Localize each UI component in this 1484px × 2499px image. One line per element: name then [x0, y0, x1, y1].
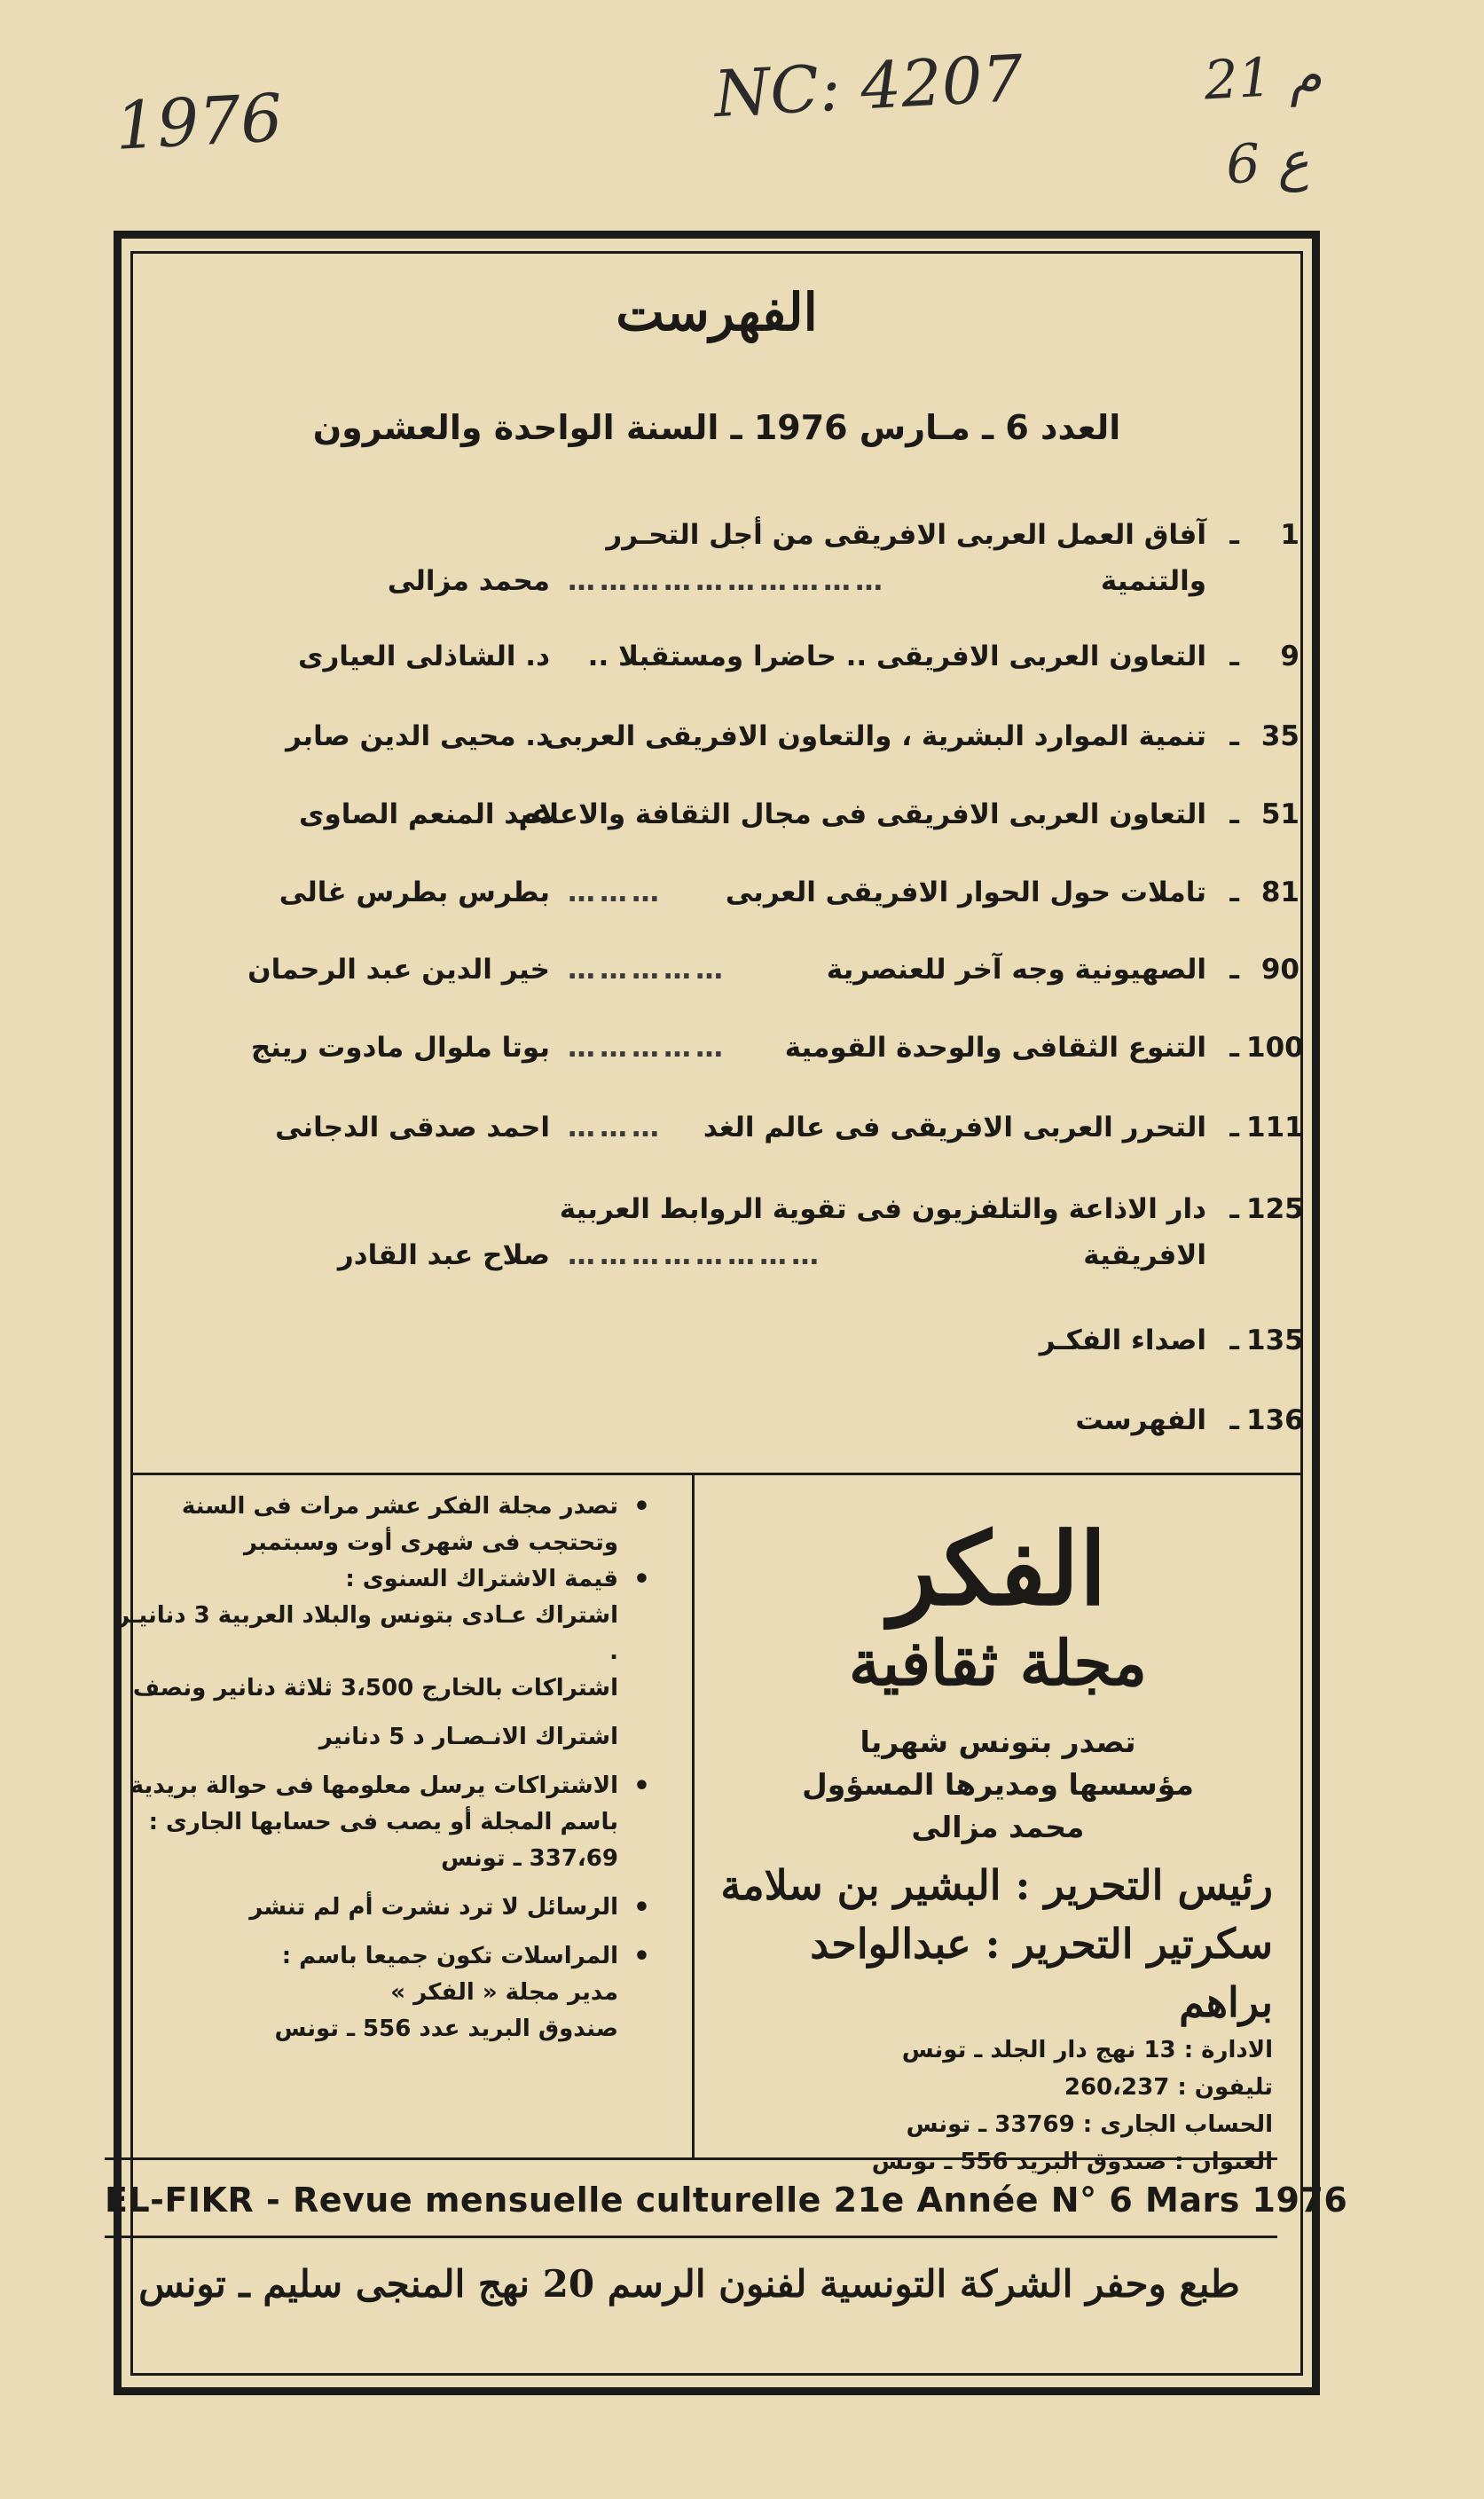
toc-entry — [160, 1404, 1304, 1449]
toc-entry — [160, 1324, 1304, 1369]
handwritten-year: 1976 — [113, 80, 285, 165]
toc-entry — [160, 1112, 1304, 1156]
toc-author: خير الدين عبد الرحمان — [247, 954, 550, 986]
toc-leader-dots: …………………… — [568, 1239, 823, 1271]
toc-dash: ـ — [1229, 1032, 1239, 1064]
toc-title-line2: الافريقية — [1083, 1239, 1206, 1271]
toc-page: 135 — [1246, 1324, 1304, 1356]
toc-title: دار الاذاعة والتلفزيون فى تقوية الروابط العربية — [559, 1193, 1206, 1225]
masthead — [714, 1508, 1282, 2181]
toc-leader-dots: …………… — [568, 954, 727, 986]
toc-author: عبد المنعم الصاوى — [299, 798, 550, 830]
toc-dash: ـ — [1229, 1193, 1239, 1225]
subscription-notes — [105, 1489, 650, 2047]
note-item: مدير مجلة « الفكر » — [390, 1979, 618, 2006]
toc-dash: ـ — [1229, 798, 1239, 830]
footer-french-line: EL-FIKR - Revue mensuelle culturelle 21e Année N° 6 Mars 1976 — [105, 2181, 1348, 2220]
toc-author: د. الشاذلى العيارى — [298, 640, 550, 672]
note-item: • الرسائل لا ترد نشرت أم لم تنشر — [105, 1890, 650, 1926]
masthead-admin: الادارة : 13 نهج دار الجلد ـ تونس — [901, 2037, 1273, 2063]
toc-page: 125 — [1246, 1193, 1304, 1225]
note-item: اشتراك عـادى بتونس والبلاد العربية 3 دنانيـر . — [116, 1602, 618, 1665]
divider — [105, 2236, 1277, 2238]
toc-dash: ـ — [1229, 1404, 1239, 1436]
toc-title: التعاون العربى الافريقى فى مجال الثقافة والاعلام — [518, 798, 1206, 830]
masthead-logo: الفكر — [889, 1512, 1107, 1628]
corner-note-line1: م 21 — [1202, 43, 1323, 113]
toc-author: محمد مزالى — [387, 565, 550, 597]
note-item: اشتراكات بالخارج 3،500 ثلاثة دنانير ونصف — [132, 1675, 618, 1701]
toc-page: 9 — [1280, 640, 1299, 672]
toc-entry — [160, 798, 1299, 843]
toc-page: 81 — [1260, 876, 1299, 908]
toc-author: د. محيى الدين صابر — [286, 720, 550, 752]
toc-page: 51 — [1260, 798, 1299, 830]
masthead-founder: محمد مزالى — [911, 1810, 1085, 1844]
toc-leader-dots: ……… — [568, 876, 663, 908]
toc-title-line2: والتنمية — [1100, 565, 1206, 597]
masthead-account: الحساب الجارى : 33769 ـ تونس — [906, 2111, 1273, 2138]
note-item: اشتراك الانـصـار د 5 دنانير — [318, 1724, 618, 1750]
toc-title: تاملات حول الحوار الافريقى العربى — [725, 876, 1206, 908]
handwritten-corner-note — [1202, 33, 1328, 209]
toc-leader-dots: …………… — [568, 1032, 727, 1064]
toc-title: اصداء الفكـر — [1039, 1324, 1206, 1356]
footer-printer-line: طبع وحفر الشركة التونسية لفنون الرسم 20 نهج المنجى سليم ـ تونس — [138, 2262, 1240, 2306]
masthead-secretary: سكرتير التحرير : عبدالواحد براهم — [810, 1920, 1273, 2026]
toc-dash: ـ — [1229, 876, 1239, 908]
note-item: صندوق البريد عدد 556 ـ تونس — [274, 2016, 618, 2042]
toc-author: صلاح عبد القادر — [337, 1239, 550, 1271]
toc-author: بوتا ملوال مادوت رينج — [250, 1032, 550, 1064]
toc-title: آفاق العمل العربى الافريقى من أجل التحـرر — [606, 519, 1206, 551]
column-divider — [692, 1473, 695, 2157]
toc-page: 136 — [1246, 1404, 1304, 1436]
toc-title: الصهيونية وجه آخر للعنصرية — [826, 954, 1206, 986]
toc-entry — [160, 519, 1299, 597]
toc-page: 111 — [1246, 1112, 1304, 1143]
toc-dash: ـ — [1229, 1324, 1239, 1356]
masthead-line: تصدر بتونس شهريا — [860, 1725, 1136, 1759]
masthead-editor: رئيس التحرير : البشير بن سلامة — [720, 1861, 1273, 1909]
note-item: • الاشتراكات يرسل معلومها فى حوالة بريدية باسم المجلة أو يصب فى حسابها الجارى : 337،69 ـ تونس — [105, 1768, 650, 1877]
masthead-tagline: مجلة ثقافية — [848, 1626, 1148, 1700]
note-item: • المراسلات تكون جميعا باسم : — [105, 1938, 650, 1975]
toc-dash: ـ — [1229, 720, 1239, 752]
note-item: • تصدر مجلة الفكر عشر مرات فى السنة وتحتجب فى شهرى أوت وسبتمبر — [105, 1489, 650, 1561]
page-title: الفهرست — [616, 282, 818, 342]
toc-title: التنوع الثقافى والوحدة القومية — [784, 1032, 1206, 1064]
masthead-address: العنوان : صندوق البريد 556 ـ تونس — [871, 2149, 1273, 2175]
toc-page: 35 — [1260, 720, 1299, 752]
toc-title: التعاون العربى الافريقى .. حاضرا ومستقبلا .. — [587, 640, 1206, 672]
toc-page: 90 — [1260, 954, 1299, 986]
toc-page: 1 — [1280, 519, 1299, 551]
toc-leader-dots: ………………………… — [568, 565, 887, 597]
toc-title: التحرر العربى الافريقى فى عالم الغد — [703, 1112, 1206, 1143]
toc-dash: ـ — [1229, 954, 1239, 986]
note-item: • قيمة الاشتراك السنوى : — [105, 1561, 650, 1598]
toc-entry — [160, 954, 1299, 998]
toc-author: احمد صدقى الدجانى — [275, 1112, 550, 1143]
toc-title: تنمية الموارد البشرية ، والتعاون الافريقى العربى — [545, 720, 1206, 752]
masthead-phone: تليفون : 260،237 — [1064, 2074, 1273, 2101]
divider — [130, 1473, 1303, 1475]
toc-dash: ـ — [1229, 640, 1239, 672]
toc-page: 100 — [1246, 1032, 1304, 1064]
toc-entry — [160, 640, 1299, 685]
toc-leader-dots: ……… — [568, 1112, 663, 1143]
corner-note-line2: ع 6 — [1224, 130, 1311, 197]
toc-title: الفهرست — [1075, 1404, 1206, 1436]
toc-author: بطرس بطرس غالى — [279, 876, 550, 908]
toc-entry — [160, 1032, 1304, 1076]
toc-entry — [160, 1193, 1304, 1271]
masthead-line: مؤسسها ومديرها المسؤول — [802, 1767, 1194, 1802]
toc-dash: ـ — [1229, 519, 1239, 551]
toc-entry — [160, 876, 1299, 921]
toc-dash: ـ — [1229, 1112, 1239, 1143]
issue-subtitle: العدد 6 ـ مـارس 1976 ـ السنة الواحدة والعشرون — [312, 408, 1121, 447]
toc-entry — [160, 720, 1299, 765]
handwritten-code: NC: 4207 — [712, 40, 1025, 132]
